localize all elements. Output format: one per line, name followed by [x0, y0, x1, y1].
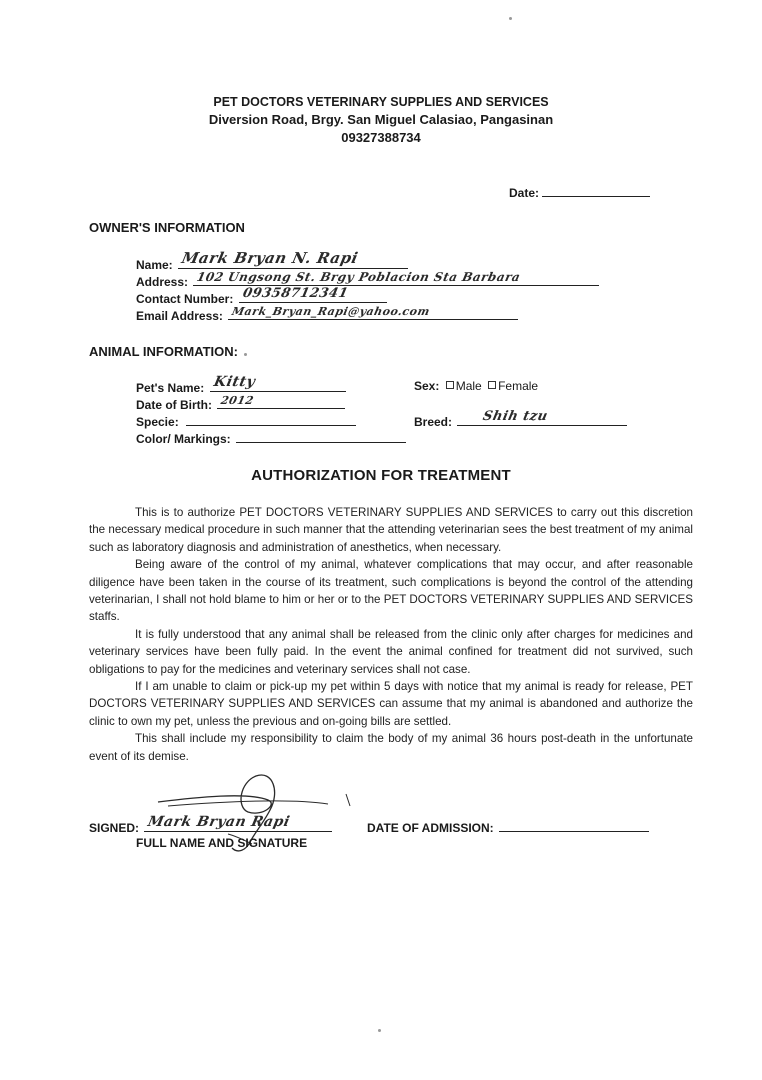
contact-handwriting: 09358712341	[241, 286, 350, 301]
owner-name-label: Name:	[136, 258, 173, 272]
owner-address-handwriting: 102 Ungsong St. Brgy Poblacion Sta Barbara	[195, 270, 523, 284]
date-label: Date:	[509, 186, 540, 200]
authorization-paragraph: This is to authorize PET DOCTORS VETERINARY SUPPLIES AND SERVICES to carry out this discretion the necessary medical procedure in such manner that the attending veterinarian sees the best treatment of my animal such as laboratory diagnosis and administration of anesthetics, when necessary.	[89, 506, 693, 554]
authorization-paragraph: Being aware of the control of my animal, whatever complications that may occur, and after reasonable diligence have been taken in the course of its treatment, such complications is beyond the control of the attending veterinarian, I shall not hold blame to him or her or to the PET DOCTORS VETERINARY SUPPLIES AND SERVICES staffs.	[89, 558, 693, 624]
date-field[interactable]	[542, 184, 650, 197]
admission-row	[367, 819, 649, 835]
owner-address-row	[136, 270, 599, 289]
email-handwriting: Mark_Bryan_Rapi@yahoo.com	[230, 305, 432, 318]
scan-speck	[378, 1029, 381, 1032]
specie-label: Specie:	[136, 415, 179, 429]
pet-name-handwriting: Kitty	[211, 374, 257, 390]
female-checkbox[interactable]	[488, 381, 496, 389]
dob-row	[136, 396, 345, 412]
scan-speck	[509, 17, 512, 20]
contact-field[interactable]	[239, 286, 387, 303]
authorization-paragraph: If I am unable to claim or pick-up my pet within 5 days with notice that my animal is ready for release, PET DOCTORS VETERINARY SUPPLIES AND SERVICES can assume that my animal is abandoned and authorize the clinic to own my pet, unless the previous and on-going bills are settled.	[89, 680, 693, 728]
contact-row	[136, 286, 387, 306]
color-field[interactable]	[236, 430, 406, 443]
color-label: Color/ Markings:	[136, 432, 231, 446]
contact-label: Contact Number:	[136, 292, 234, 306]
scan-speck	[244, 353, 247, 356]
authorization-paragraph: It is fully understood that any animal shall be released from the clinic only after charges for medicines and veterinary services have been fully paid. In the event the animal confined for treatment did not survived, such obligations to pay for the medicines and veterinary services shall not case.	[89, 627, 693, 676]
authorization-paragraph: This shall include my responsibility to claim the body of my animal 36 hours post-death in the unfortunate event of its demise.	[89, 732, 693, 763]
full-name-caption: FULL NAME AND SIGNATURE	[136, 836, 308, 850]
owner-address-label: Address:	[136, 275, 189, 289]
breed-label: Breed:	[414, 415, 453, 429]
breed-handwriting: Shih tzu	[481, 409, 550, 424]
company-address: Diversion Road, Brgy. San Miguel Calasiao, Pangasinan	[208, 112, 554, 127]
animal-section-title: ANIMAL INFORMATION:	[89, 344, 238, 359]
specie-row	[136, 413, 356, 429]
breed-field[interactable]	[457, 409, 627, 426]
authorization-body	[89, 504, 693, 765]
signed-label: SIGNED:	[89, 821, 140, 835]
admission-date-field[interactable]	[499, 819, 649, 832]
date-row	[509, 184, 650, 200]
email-field[interactable]	[228, 307, 518, 320]
email-row	[136, 307, 518, 323]
male-checkbox[interactable]	[446, 381, 454, 389]
owner-section-title: OWNER'S INFORMATION	[89, 220, 245, 235]
owner-address-field[interactable]	[193, 270, 599, 286]
signature-field[interactable]	[144, 814, 332, 832]
dob-field[interactable]	[217, 396, 345, 409]
pet-name-row	[136, 374, 346, 395]
dob-label: Date of Birth:	[136, 398, 212, 412]
male-label: Male	[455, 379, 482, 393]
breed-row	[414, 409, 627, 429]
pet-name-field[interactable]	[210, 374, 346, 392]
admission-label: DATE OF ADMISSION:	[367, 821, 494, 835]
email-label: Email Address:	[136, 309, 223, 323]
company-phone: 09327388734	[341, 130, 421, 145]
authorization-title: AUTHORIZATION FOR TREATMENT	[251, 467, 511, 484]
owner-name-field[interactable]	[178, 249, 408, 269]
specie-field[interactable]	[186, 413, 356, 426]
signature-handwriting: Mark Bryan Rapi	[146, 814, 292, 830]
color-row	[136, 430, 406, 446]
owner-name-handwriting: Mark Bryan N. Rapi	[180, 249, 360, 267]
sex-row	[414, 379, 538, 393]
signed-row	[89, 814, 332, 835]
pet-name-label: Pet's Name:	[136, 381, 205, 395]
sex-label: Sex:	[414, 379, 440, 393]
female-label: Female	[498, 379, 539, 393]
letterhead	[0, 93, 762, 147]
dob-handwriting: 2012	[219, 394, 256, 407]
company-name: PET DOCTORS VETERINARY SUPPLIES AND SERVICES	[213, 95, 549, 109]
